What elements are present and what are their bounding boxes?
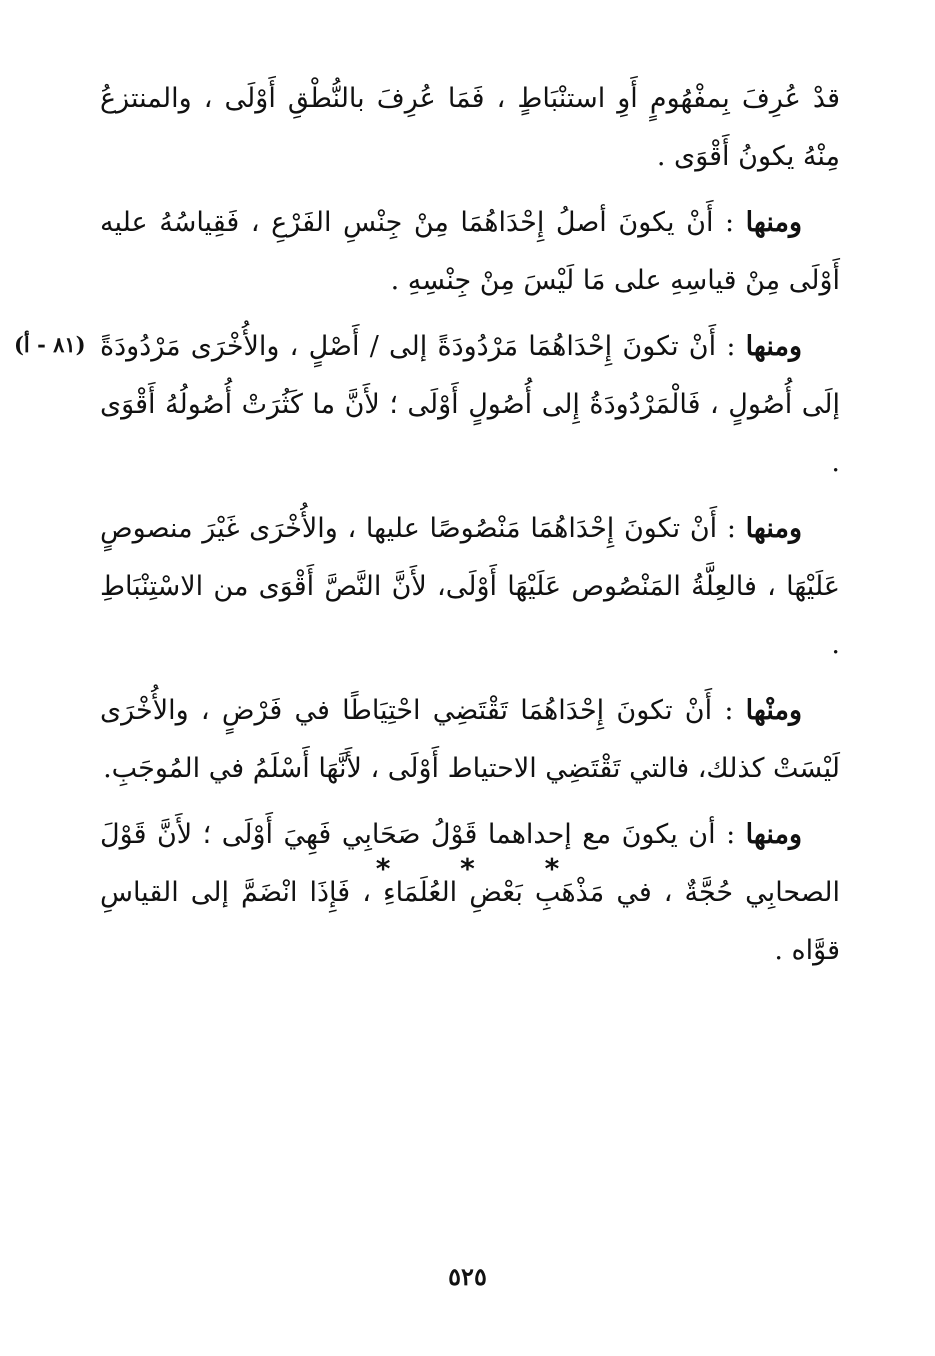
paragraph-3-lead: ومنها	[745, 331, 802, 362]
page-number: ٥٢٥	[448, 1262, 487, 1291]
paragraph-4-lead: ومنها	[745, 513, 802, 544]
paragraph-5	[100, 682, 840, 798]
manuscript-folio-reference: (٨١ - أ)	[14, 332, 86, 357]
paragraph-2	[100, 194, 840, 310]
paragraph-3-text: : أَنْ تكونَ إِحْدَاهُمَا مَرْدُودَةً إلى / أَصْلٍ ، والأُخْرَى مَرْدُودَةً إلَى أُصُولٍ ، فَالْمَرْدُودَةُ إِلى أُصُولٍ أَوْلَى ؛ لأَنَّ ما كَثُرَتْ أُصُولُهُ أَقْوَى .	[100, 331, 840, 478]
paragraph-6-lead: ومنها	[745, 819, 802, 850]
paragraph-3	[100, 318, 840, 492]
paragraph-5-lead: ومنْها	[745, 695, 802, 726]
paragraph-2-text: : أَنْ يكونَ أصلُ إِحْدَاهُمَا مِنْ جِنْسِ الفَرْعِ ، فَقِياسُهُ عليه أَوْلَى مِنْ قياسِهِ على مَا لَيْسَ مِنْ جِنْسِهِ .	[100, 207, 840, 296]
section-separator: * * *	[375, 852, 590, 885]
paragraph-1-text: قدْ عُرِفَ بِمفْهُومٍ أَوِ استنْبَاطٍ ، فَمَا عُرِفَ بالنُّطْقِ أَوْلَى ، والمنتزعُ مِنْهُ يكونُ أَقْوَى .	[100, 83, 841, 172]
paragraph-2-lead: ومنها	[745, 207, 802, 238]
paragraph-6-text: : أن يكونَ مع إحداهما قَوْلُ صَحَابِي فَهِيَ أَوْلَى ؛ لأَنَّ قَوْلَ الصحابِي حُجَّةٌ ، في مَذْهَبِ بَعْضِ العُلَمَاءِ ، فَإِذَا انْضَمَّ إلى القياسِ قوَّاه .	[100, 819, 840, 966]
paragraph-1	[100, 70, 840, 186]
paragraph-4	[100, 500, 840, 674]
body-text	[100, 70, 840, 988]
paragraph-6	[100, 806, 840, 980]
paragraph-5-text: : أَنْ تكونَ إِحْدَاهُمَا تَقْتَضِي احْتِيَاطًا في فَرْضٍ ، والأُخْرَى لَيْسَتْ كذلك، فالتي تَقْتَضِي الاحتياط أَوْلَى ، لأَنَّهَا أَسْلَمُ في المُوجَبِ.	[100, 695, 840, 784]
paragraph-4-text: : أَنْ تكونَ إِحْدَاهُمَا مَنْصُوصًا عليها ، والأُخْرَى غَيْرَ منصوصٍ عَلَيْهَا ، فالعِلَّةُ المَنْصُوص عَلَيْهَا أَوْلَى، لأَنَّ النَّصَّ أَقْوَى من الاسْتِنْبَاطِ .	[100, 513, 840, 660]
